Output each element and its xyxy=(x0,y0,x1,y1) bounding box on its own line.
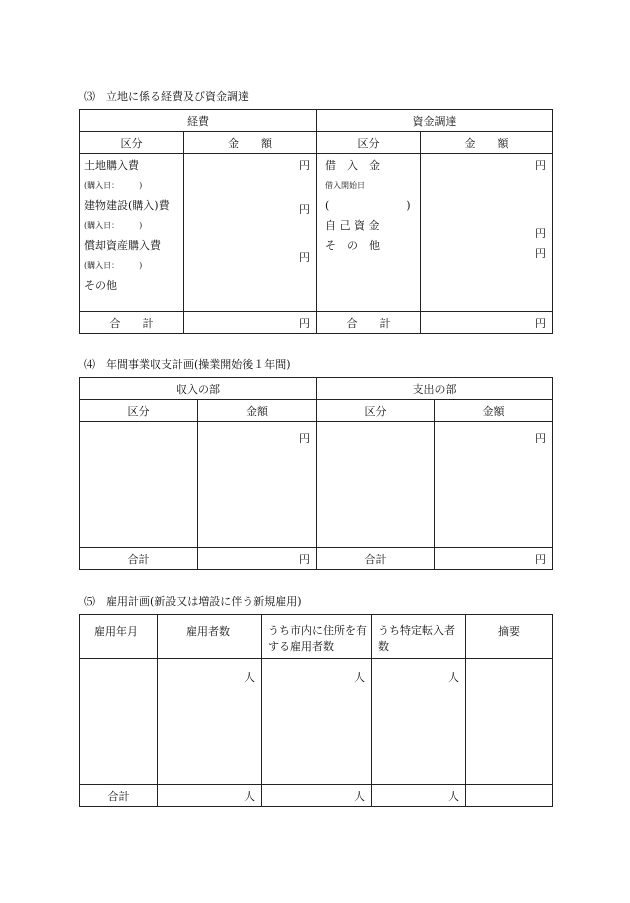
total-left-label: 合 計 xyxy=(80,312,184,334)
header-keihi: 経費 xyxy=(80,110,317,132)
total-right-amount[interactable]: 円 xyxy=(421,312,553,334)
yen-loan: 円 xyxy=(535,159,546,172)
item-loan-date-field: ( ) xyxy=(325,199,411,212)
col-kingaku-expense: 金額 xyxy=(435,400,553,422)
item-other: その他 xyxy=(84,279,117,292)
specific-transfer-cell[interactable] xyxy=(372,659,466,785)
item-building: 建物建設(購入)費 xyxy=(84,199,170,212)
unit-transfer: 人 xyxy=(448,671,459,684)
total-expense-label: 合計 xyxy=(317,548,435,570)
yen-own: 円 xyxy=(535,227,546,240)
yen-income: 円 xyxy=(299,432,310,445)
col-specific-transfer: うち特定転入者数 xyxy=(372,615,466,659)
col-employees: 雇用者数 xyxy=(158,615,262,659)
expense-amount-cell[interactable] xyxy=(435,422,553,548)
header-shikin: 資金調達 xyxy=(317,110,553,132)
employment-table xyxy=(79,614,553,807)
col-remarks: 摘要 xyxy=(466,615,553,659)
remarks-cell[interactable] xyxy=(466,659,553,785)
income-expense-table xyxy=(79,377,553,570)
total-employment-label: 合計 xyxy=(80,785,158,807)
col-kingaku-income: 金額 xyxy=(198,400,317,422)
total-transfer[interactable]: 人 xyxy=(372,785,466,807)
total-income-label: 合計 xyxy=(80,548,198,570)
right-amount-cell[interactable] xyxy=(421,154,553,312)
right-items-cell xyxy=(317,154,421,312)
local-employees-cell[interactable] xyxy=(262,659,372,785)
yen-expense: 円 xyxy=(535,432,546,445)
col-kubun-right: 区分 xyxy=(317,132,421,154)
total-remarks[interactable] xyxy=(466,785,553,807)
item-own-funds: 自 己 資 金 xyxy=(325,219,380,232)
expense-funding-table xyxy=(79,109,553,334)
section-5-title: ⑸ 雇用計画(新設又は増設に伴う新規雇用) xyxy=(84,595,302,608)
income-amount-cell[interactable] xyxy=(198,422,317,548)
item-loan: 借 入 金 xyxy=(325,159,380,172)
item-assets-date: (購入日： ) xyxy=(84,261,143,270)
col-kingaku-right: 金 額 xyxy=(421,132,553,154)
header-income: 収入の部 xyxy=(80,378,317,400)
item-land: 土地購入費 xyxy=(84,159,139,172)
yen-land: 円 xyxy=(299,159,310,172)
item-land-date: (購入日： ) xyxy=(84,181,143,190)
item-loan-start: 借入開始日 xyxy=(325,181,365,190)
total-employees[interactable]: 人 xyxy=(158,785,262,807)
yen-building: 円 xyxy=(299,203,310,216)
total-right-label: 合 計 xyxy=(317,312,421,334)
section-4-title: ⑷ 年間事業収支計画(操業開始後１年間) xyxy=(84,358,291,371)
header-expense: 支出の部 xyxy=(317,378,553,400)
yen-other: 円 xyxy=(535,247,546,260)
item-other-funds: そ の 他 xyxy=(325,239,380,252)
employees-cell[interactable] xyxy=(158,659,262,785)
col-kingaku-left: 金 額 xyxy=(184,132,317,154)
col-kubun-left: 区分 xyxy=(80,132,184,154)
total-income-amount[interactable]: 円 xyxy=(198,548,317,570)
left-amount-cell[interactable] xyxy=(184,154,317,312)
item-assets: 償却資産購入費 xyxy=(84,239,161,252)
expense-kubun-cell[interactable] xyxy=(317,422,435,548)
income-kubun-cell[interactable] xyxy=(80,422,198,548)
total-local[interactable]: 人 xyxy=(262,785,372,807)
col-kubun-expense: 区分 xyxy=(317,400,435,422)
col-month: 雇用年月 xyxy=(80,615,158,659)
month-cell[interactable] xyxy=(80,659,158,785)
section-3-title: ⑶ 立地に係る経費及び資金調達 xyxy=(84,90,249,103)
yen-assets: 円 xyxy=(299,251,310,264)
item-building-date: (購入日： ) xyxy=(84,221,143,230)
left-items-cell xyxy=(80,154,184,312)
total-left-amount[interactable]: 円 xyxy=(184,312,317,334)
col-kubun-income: 区分 xyxy=(80,400,198,422)
unit-local: 人 xyxy=(354,671,365,684)
unit-employees: 人 xyxy=(244,671,255,684)
col-local-employees: うち市内に住所を有する雇用者数 xyxy=(262,615,372,659)
total-expense-amount[interactable]: 円 xyxy=(435,548,553,570)
